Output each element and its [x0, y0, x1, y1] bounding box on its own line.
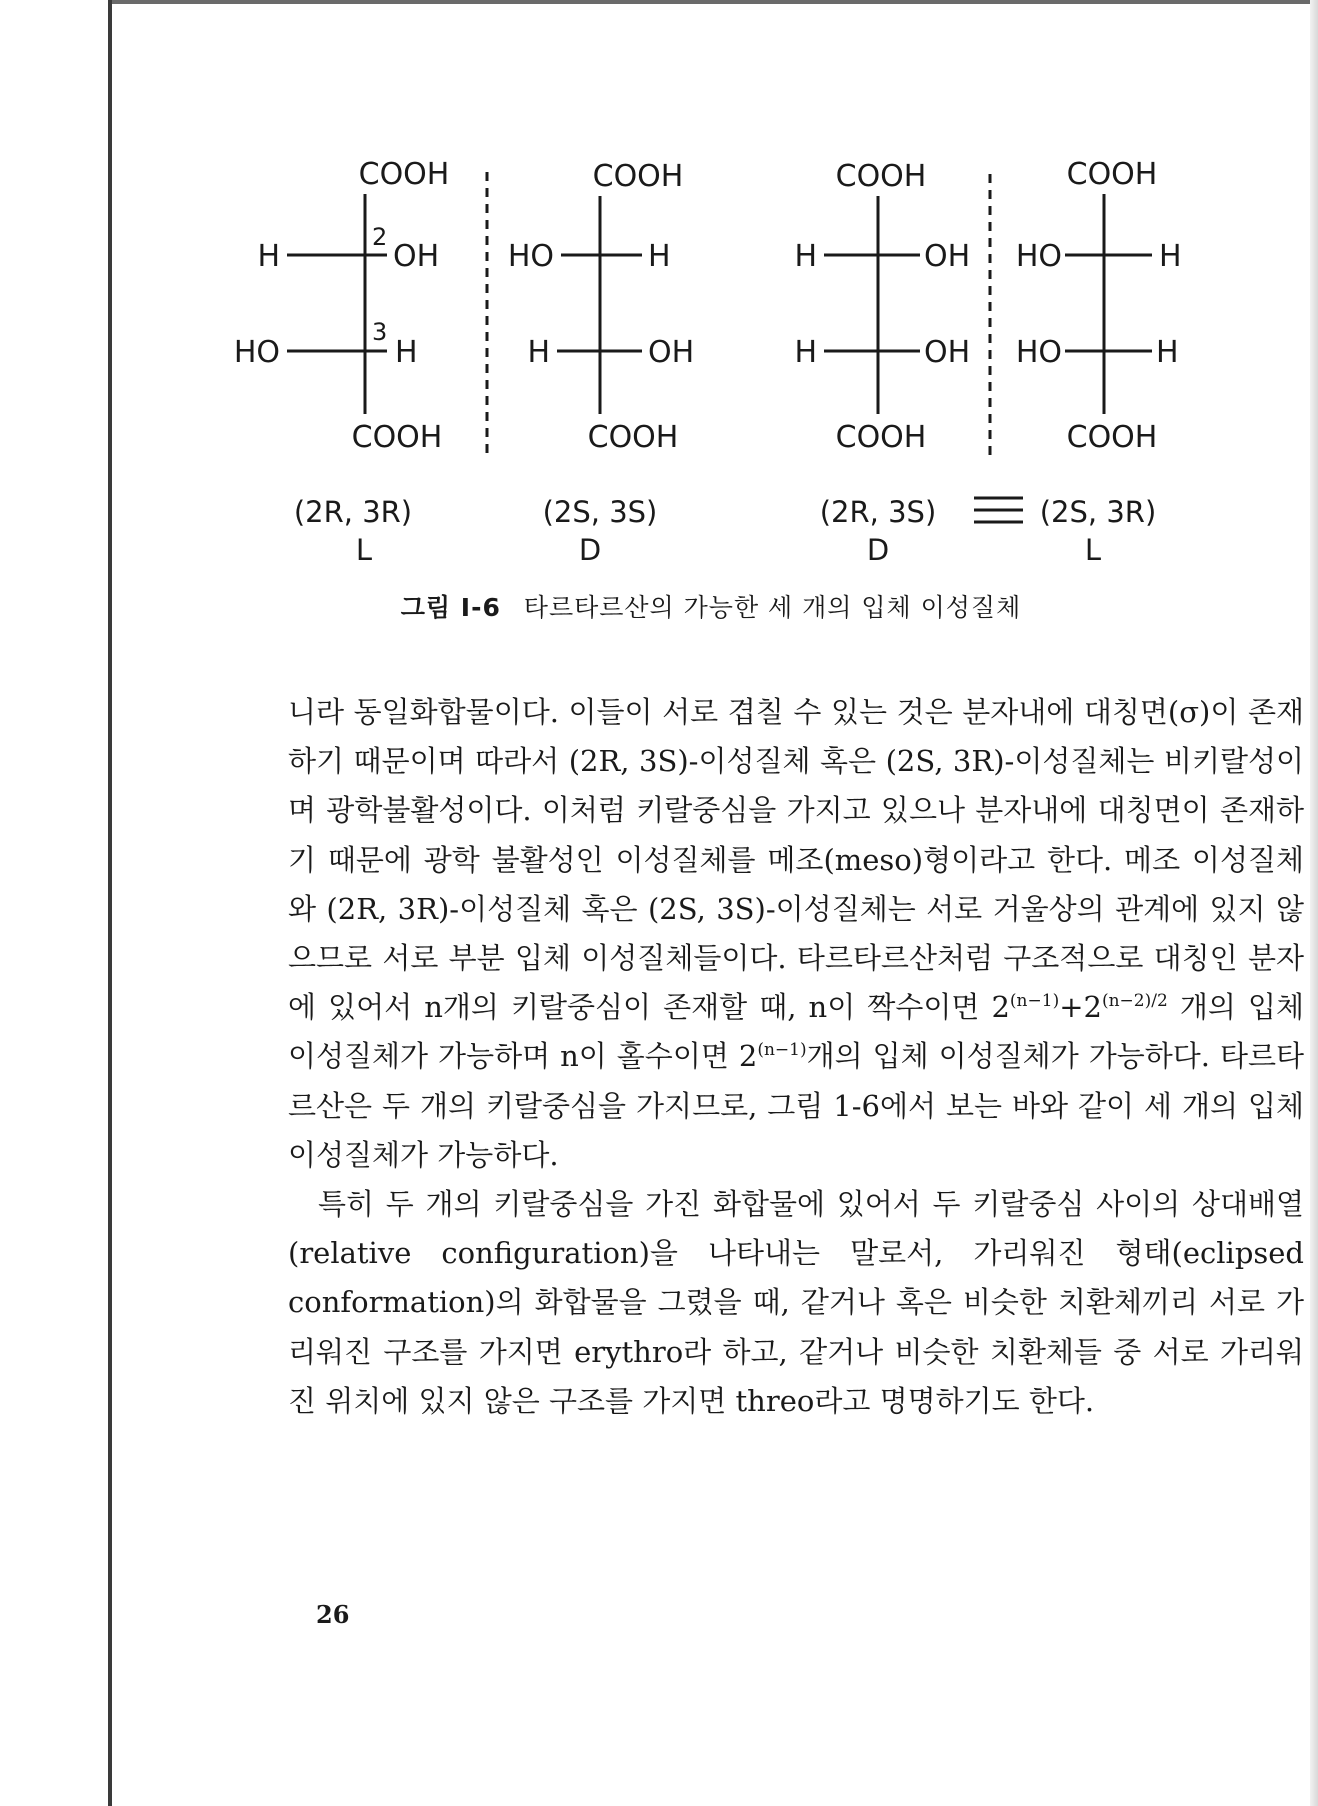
formula-exponent: (n−1)	[1009, 991, 1060, 1012]
c3-right-group: OH	[648, 335, 695, 370]
configuration-label: (2R, 3S)	[819, 495, 937, 529]
c2-right-group: H	[648, 239, 671, 274]
bottom-group: COOH	[351, 420, 443, 455]
c2-left-group: H	[257, 239, 280, 274]
top-group: COOH	[358, 157, 450, 192]
structure-2r3r	[234, 157, 450, 567]
family-label: D	[866, 533, 890, 567]
formula-plus: +	[1059, 990, 1084, 1025]
formula-base: 2	[1083, 990, 1102, 1025]
paragraph	[288, 688, 1304, 1180]
bottom-group: COOH	[587, 420, 679, 455]
identical-sign	[974, 498, 1023, 522]
family-label: L	[1084, 533, 1102, 567]
body-text	[288, 688, 1304, 1426]
c2-left-group: H	[794, 239, 817, 274]
formula-exponent: (n−2)/2	[1101, 991, 1168, 1012]
c3-left-group: HO	[1015, 335, 1062, 370]
c2-right-group: OH	[924, 239, 971, 274]
formula-base: 2	[738, 1039, 758, 1074]
top-group: COOH	[835, 159, 927, 194]
configuration-label: (2S, 3S)	[542, 495, 658, 529]
family-label: L	[355, 533, 373, 567]
book-page	[112, 4, 1310, 1806]
paragraph-text: 개의 입체 이성질체가 가능하며 n이 홀수이면	[288, 990, 1305, 1074]
c2-right-group: H	[1159, 239, 1182, 274]
figure	[112, 4, 1310, 664]
formula-exponent: (n−1)	[757, 1040, 807, 1061]
c3-right-group: OH	[924, 335, 971, 370]
c3-left-group: H	[527, 335, 550, 370]
c3-left-group: H	[794, 335, 817, 370]
c3-left-group: HO	[233, 335, 280, 370]
top-group: COOH	[592, 159, 684, 194]
structure-2r3s	[794, 159, 970, 567]
c2-left-group: HO	[1015, 239, 1062, 274]
formula	[991, 990, 1167, 1024]
c2-left-group: HO	[507, 239, 554, 274]
configuration-label: (2S, 3R)	[1039, 495, 1157, 529]
locant-2: 2	[372, 223, 388, 251]
scan-edge-right	[1310, 0, 1318, 1806]
page-number: 26	[316, 1600, 350, 1629]
paragraph-text: 개의 입체 이성질체가 가능하다. 타르타르산은 두 개의 키랄중심을 가지므로, 그림 1-6에서 보는 바와 같이 세 개의 입체 이성질체가 가능하다.	[288, 1039, 1305, 1172]
structure-2s3r	[1016, 157, 1182, 567]
bottom-group: COOH	[835, 420, 927, 455]
c2-right-group: OH	[393, 239, 440, 274]
paragraph-text: 니라 동일화합물이다. 이들이 서로 겹칠 수 있는 것은 분자내에 대칭면(σ)이 존재하기 때문이며 따라서 (2R, 3S)-이성질체 혹은 (2S, 3R)-이성질체는 비키랄성이며 광학불활성이다. 이처럼 키랄중심을 가지고 있으나 분자내에 대칭면이 존재하기 때문에 광학 불활성인 이성질체를 메조(meso)형이라고 한다. 메조 이성질체와 (2R, 3R)-이성질체 혹은 (2S, 3S)-이성질체는 서로 거울상의 관계에 있지 않으므로 서로 부분 입체 이성질체들이다. 타르타르산처럼 구조적으로 대칭인 분자에 있어서 n개의 키랄중심이 존재할 때, n이 짝수이면	[288, 695, 1304, 1025]
formula	[739, 1039, 807, 1073]
c3-right-group: H	[395, 335, 418, 370]
paragraph: 특히 두 개의 키랄중심을 가진 화합물에 있어서 두 키랄중심 사이의 상대배열(relative configuration)을 나타내는 말로서, 가리워진 형태(eclipsed conformation)의 화합물을 그렸을 때, 같거나 혹은 비슷한 치환체끼리 서로 가리워진 구조를 가지면 erythro라 하고, 같거나 비슷한 치환체들 중 서로 가리워진 위치에 있지 않은 구조를 가지면 threo라고 명명하기도 한다.	[288, 1187, 1304, 1418]
figure-caption	[112, 588, 1310, 624]
formula-base: 2	[991, 990, 1010, 1025]
figure-caption-text: 타르타르산의 가능한 세 개의 입체 이성질체	[523, 593, 1022, 622]
family-label: D	[578, 533, 602, 567]
locant-3: 3	[372, 318, 388, 346]
figure-number: 그림 Ⅰ-6	[400, 593, 501, 622]
fischer-projections	[112, 4, 1310, 584]
top-group: COOH	[1066, 157, 1158, 192]
configuration-label: (2R, 3R)	[293, 495, 413, 529]
c3-right-group: H	[1156, 335, 1179, 370]
bottom-group: COOH	[1066, 420, 1158, 455]
structure-2s3s	[508, 159, 694, 567]
